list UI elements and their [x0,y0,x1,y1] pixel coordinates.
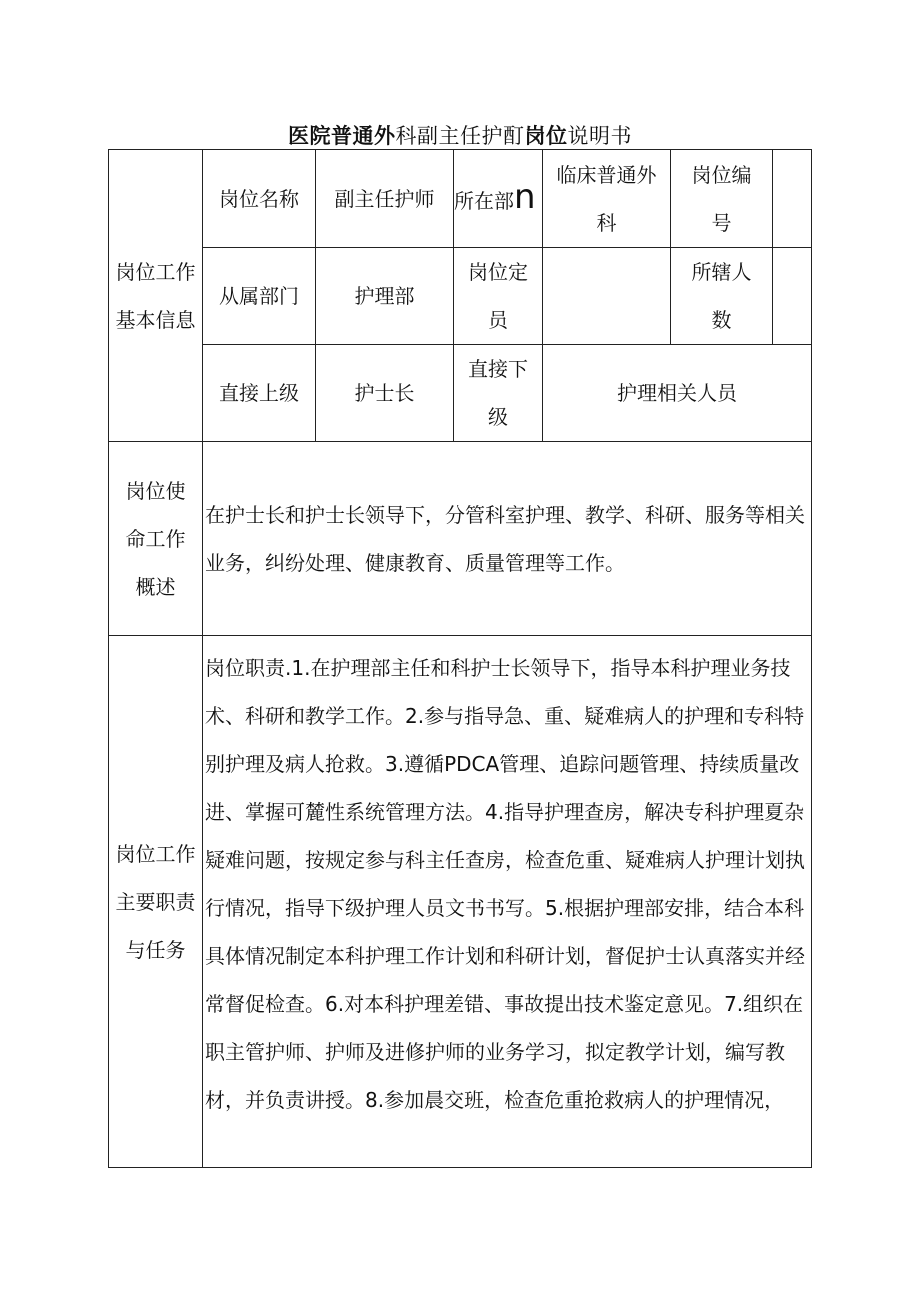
row-duties [109,636,812,1168]
subordinate-count-value [773,248,812,345]
job-description-table [108,149,812,1168]
parent-dept-value: 护理部 [316,248,454,345]
department-label-glyph: n [514,176,536,217]
department-label-text: 所在部 [454,188,514,213]
title-part-2: 科副主任护酊 [395,124,525,148]
post-number-value [773,150,812,248]
row-basic-1 [109,150,812,248]
department-label [454,150,543,248]
row-basic-2 [109,248,812,345]
duties-text: 岗位职责.1.在护理部主任和科护士长领导下，指导本科护理业务技术、科研和教学工作。2.参与指导急、重、疑难病人的护理和专科特别护理及病人抢救。3.遵循PDCA管理、追踪问题管理、持续质量改进、掌握可麓性系统管理方法。4.指导护理查房，解决专科护理夏杂疑难问题，按规定参与科主任查房，检查危重、疑难病人护理计划执行情况，指导下级护理人员文书书写。5.根据护理部安排，结合本科具体情况制定本科护理工作计划和科研计划，督促护士认真落实并经常督促检查。6.对本科护理差错、事故提出技术鉴定意见。7.组织在职主管护师、护师及进修护师的业务学习，拟定教学计划，编写教材，并负责讲授。8.参加晨交班，检查危重抢救病人的护理情况， [203,636,812,1168]
parent-dept-label: 从属部门 [203,248,316,345]
section-basic-info-label: 岗位工作基本信息 [109,150,203,442]
post-name-label: 岗位名称 [203,150,316,248]
headcount-label: 岗位定员 [454,248,543,345]
post-name-value: 副主任护师 [316,150,454,248]
mission-text: 在护士长和护士长领导下，分管科室护理、教学、科研、服务等相关业务，纠纷处理、健康教育、质量管理等工作。 [203,442,812,636]
title-part-3: 岗位 [524,124,568,148]
headcount-value [543,248,671,345]
subordinate-count-label: 所辖人数 [671,248,773,345]
direct-subordinate-value: 护理相关人员 [543,345,812,442]
row-basic-3 [109,345,812,442]
direct-superior-value: 护士长 [316,345,454,442]
department-value: 临床普通外科 [543,150,671,248]
row-mission [109,442,812,636]
section-mission-label: 岗位使命工作概述 [109,442,203,636]
title-part-1: 医院普通外 [288,124,396,148]
direct-subordinate-label: 直接下级 [454,345,543,442]
section-duties-label: 岗位工作主要职责与任务 [109,636,203,1168]
post-number-label: 岗位编号 [671,150,773,248]
document-title [0,120,920,150]
title-part-4: 说明书 [567,124,632,148]
direct-superior-label: 直接上级 [203,345,316,442]
